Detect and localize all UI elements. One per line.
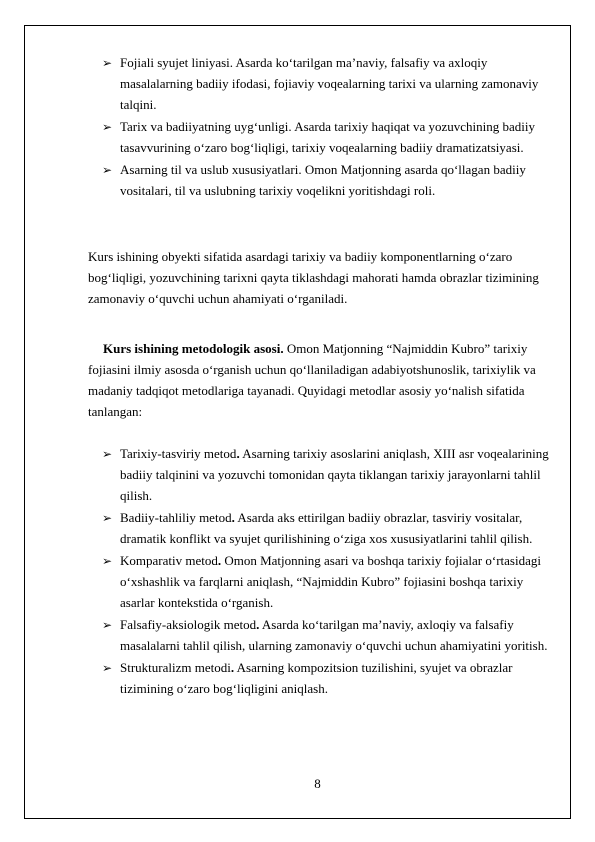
list-item: ➢ Tarixiy-tasviriy metod. Asarning tarixiy asoslarini aniqlash, XIII asr voqealarining badiiy talqinini va yozuvchi tomonidan qayta tiklangan tarixiy jarayonlarni tahlil qilish.	[102, 446, 549, 503]
methods-list	[88, 443, 556, 700]
list-item: ➢ Fojiali syujet liniyasi. Asarda ko‘tarilgan ma’naviy, falsafiy va axloqiy masalalarning badiiy ifodasi, fojiaviy voqealarning tarixi va ularning zamonaviy talqini.	[102, 55, 539, 112]
arrow-bullet-icon: ➢	[102, 618, 113, 632]
list-item: ➢ Tarix va badiiyatning uyg‘unligi. Asarda tarixiy haqiqat va yozuvchining badiiy tasavvurining o‘zaro bog‘liqligi, tarixiy voqealarning badiiy dramatizatsiyasi.	[102, 119, 535, 155]
method-term: Tarixiy-tasviriy metod	[120, 446, 237, 461]
arrow-bullet-icon: ➢	[102, 447, 113, 461]
method-term: Strukturalizm metodi	[120, 660, 231, 675]
list-item: ➢ Badiiy-tahliliy metod. Asarda aks ettirilgan badiiy obrazlar, tasviriy vositalar, dramatik konflikt va syujet qurilishining o‘ziga xos xususiyatlarini tahlil qilish.	[102, 510, 533, 546]
arrow-bullet-icon: ➢	[102, 511, 113, 525]
arrow-bullet-icon: ➢	[102, 120, 113, 134]
arrow-bullet-icon: ➢	[102, 554, 113, 568]
methodology-paragraph: Kurs ishining metodologik asosi. Omon Matjonning “Najmiddin Kubro” tarixiy fojiasini ilmiy asosda o‘rganish uchun qo‘llaniladigan adabiyotshunoslik, tarixiylik va madaniy tadqiqot metodlariga tayanadi. Quyidagi metodlar asosiy yo‘nalish sifatida tanlangan:	[88, 341, 536, 419]
list-item: ➢ Asarning til va uslub xususiyatlari. Omon Matjonning asarda qo‘llagan badiiy vositalari, til va uslubning tarixiy voqelikni yoritishdagi roli.	[102, 162, 526, 198]
arrow-bullet-icon: ➢	[102, 661, 113, 675]
list-item: ➢ Strukturalizm metodi. Asarning kompozitsion tuzilishini, syujet va obrazlar tizimining o‘zaro bog‘liqligini aniqlash.	[102, 660, 513, 696]
page-number: 8	[314, 776, 321, 791]
list-item: ➢ Komparativ metod. Omon Matjonning asari va boshqa tarixiy fojialar o‘rtasidagi o‘xshashlik va farqlarni aniqlash, “Najmiddin Kubro” fojiasini boshqa tarixiy asarlar kontekstida o‘rganish.	[102, 553, 541, 610]
method-term: Komparativ metod	[120, 553, 218, 568]
objective-list	[88, 52, 556, 202]
arrow-bullet-icon: ➢	[102, 56, 113, 70]
method-term: Falsafiy-aksiologik metod	[120, 617, 257, 632]
method-term: Badiiy-tahliliy metod	[120, 510, 232, 525]
object-paragraph: Kurs ishining obyekti sifatida asardagi tarixiy va badiiy komponentlarning o‘zaro bog‘liqligi, yozuvchining tarixni qayta tiklashdagi mahorati hamda obrazlar tizimining zamonaviy o‘quvchi uchun ahamiyati o‘rganiladi.	[88, 249, 539, 306]
list-item: ➢ Falsafiy-aksiologik metod. Asarda ko‘tarilgan ma’naviy, axloqiy va falsafiy masalalarni tahlil qilish, ularning zamonaviy o‘quvchi uchun ahamiyatini yoritish.	[102, 617, 548, 653]
methodology-heading: Kurs ishining metodologik asosi.	[103, 341, 284, 356]
arrow-bullet-icon: ➢	[102, 163, 113, 177]
